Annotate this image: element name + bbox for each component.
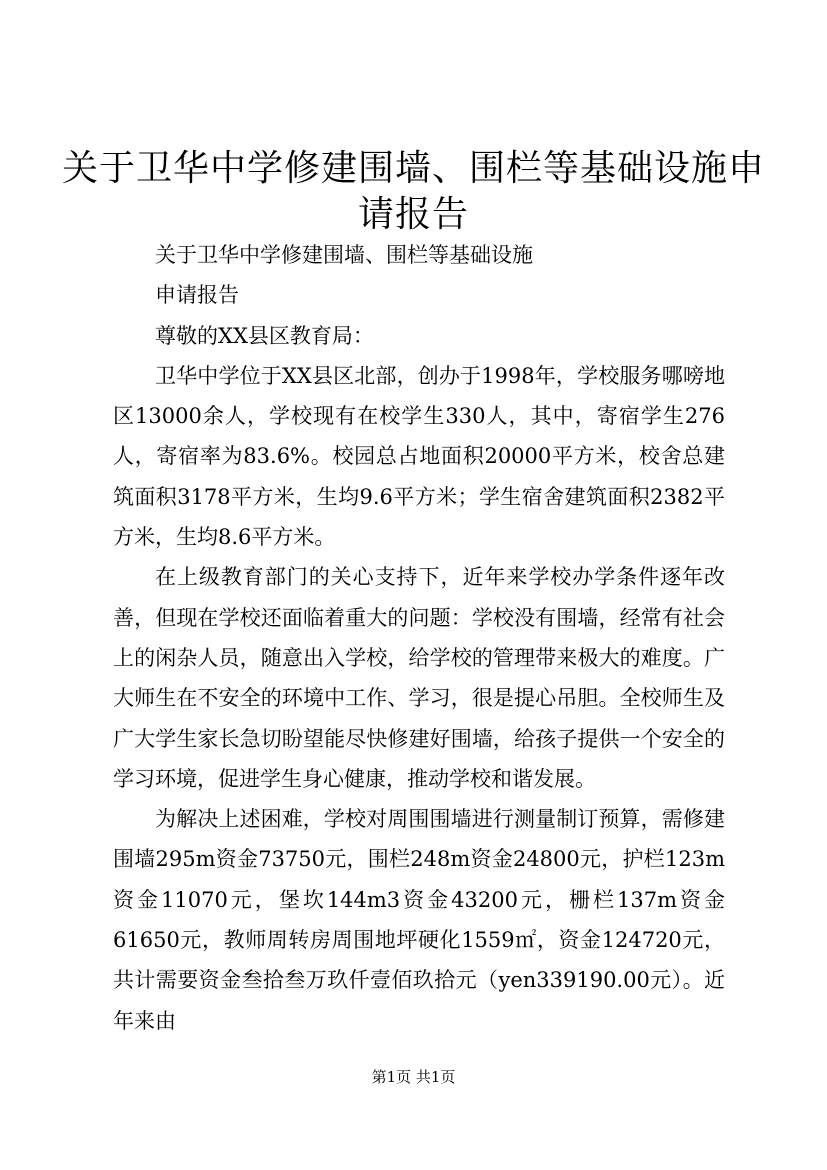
paragraph-salutation: 尊敬的XX县区教育局： — [155, 323, 374, 348]
page-footer: 第1页 共1页 — [371, 1068, 456, 1086]
document-body — [113, 235, 725, 1041]
paragraph-heading-line-1: 关于卫华中学修建围墙、围栏等基础设施 — [155, 243, 533, 267]
paragraph-budget: 为解决上述困难，学校对周围围墙进行测量制订预算，需修建围墙295m资金73750元，围栏248m资金24800元，护栏123m资金11070元，堡坎144m3资金43200元，栅栏137m资金61650元，教师周转房周围地坪硬化1559㎡，资金124720元，共计需要资金叁拾叁万玖仟壹佰玖拾元（yen339190.00元）。近年来由 — [113, 807, 725, 1033]
paragraph-school-overview: 卫华中学位于XX县区北部，创办于1998年，学校服务哪嗙地区13000余人，学校现有在校学生330人，其中，寄宿学生276人，寄宿率为83.6%。校园总占地面积20000平方米，校舍总建筑面积3178平方米，生均9.6平方米；学生宿舍建筑面积2382平方米，生均8.6平方米。 — [113, 363, 725, 550]
document-title: 关于卫华中学修建围墙、围栏等基础设施申请报告 — [61, 148, 765, 235]
paragraph-problem: 在上级教育部门的关心支持下，近年来学校办学条件逐年改善，但现在学校还面临着重大的问题：学校没有围墙，经常有社会上的闲杂人员，随意出入学校，给学校的管理带来极大的难度。广大师生在不安全的环境中工作、学习，很是提心吊胆。全校师生及广大学生家长急切盼望能尽快修建好围墙，给孩子提供一个安全的学习环境，促进学生身心健康，推动学校和谐发展。 — [113, 565, 725, 791]
paragraph-heading-line-2: 申请报告 — [155, 283, 239, 308]
